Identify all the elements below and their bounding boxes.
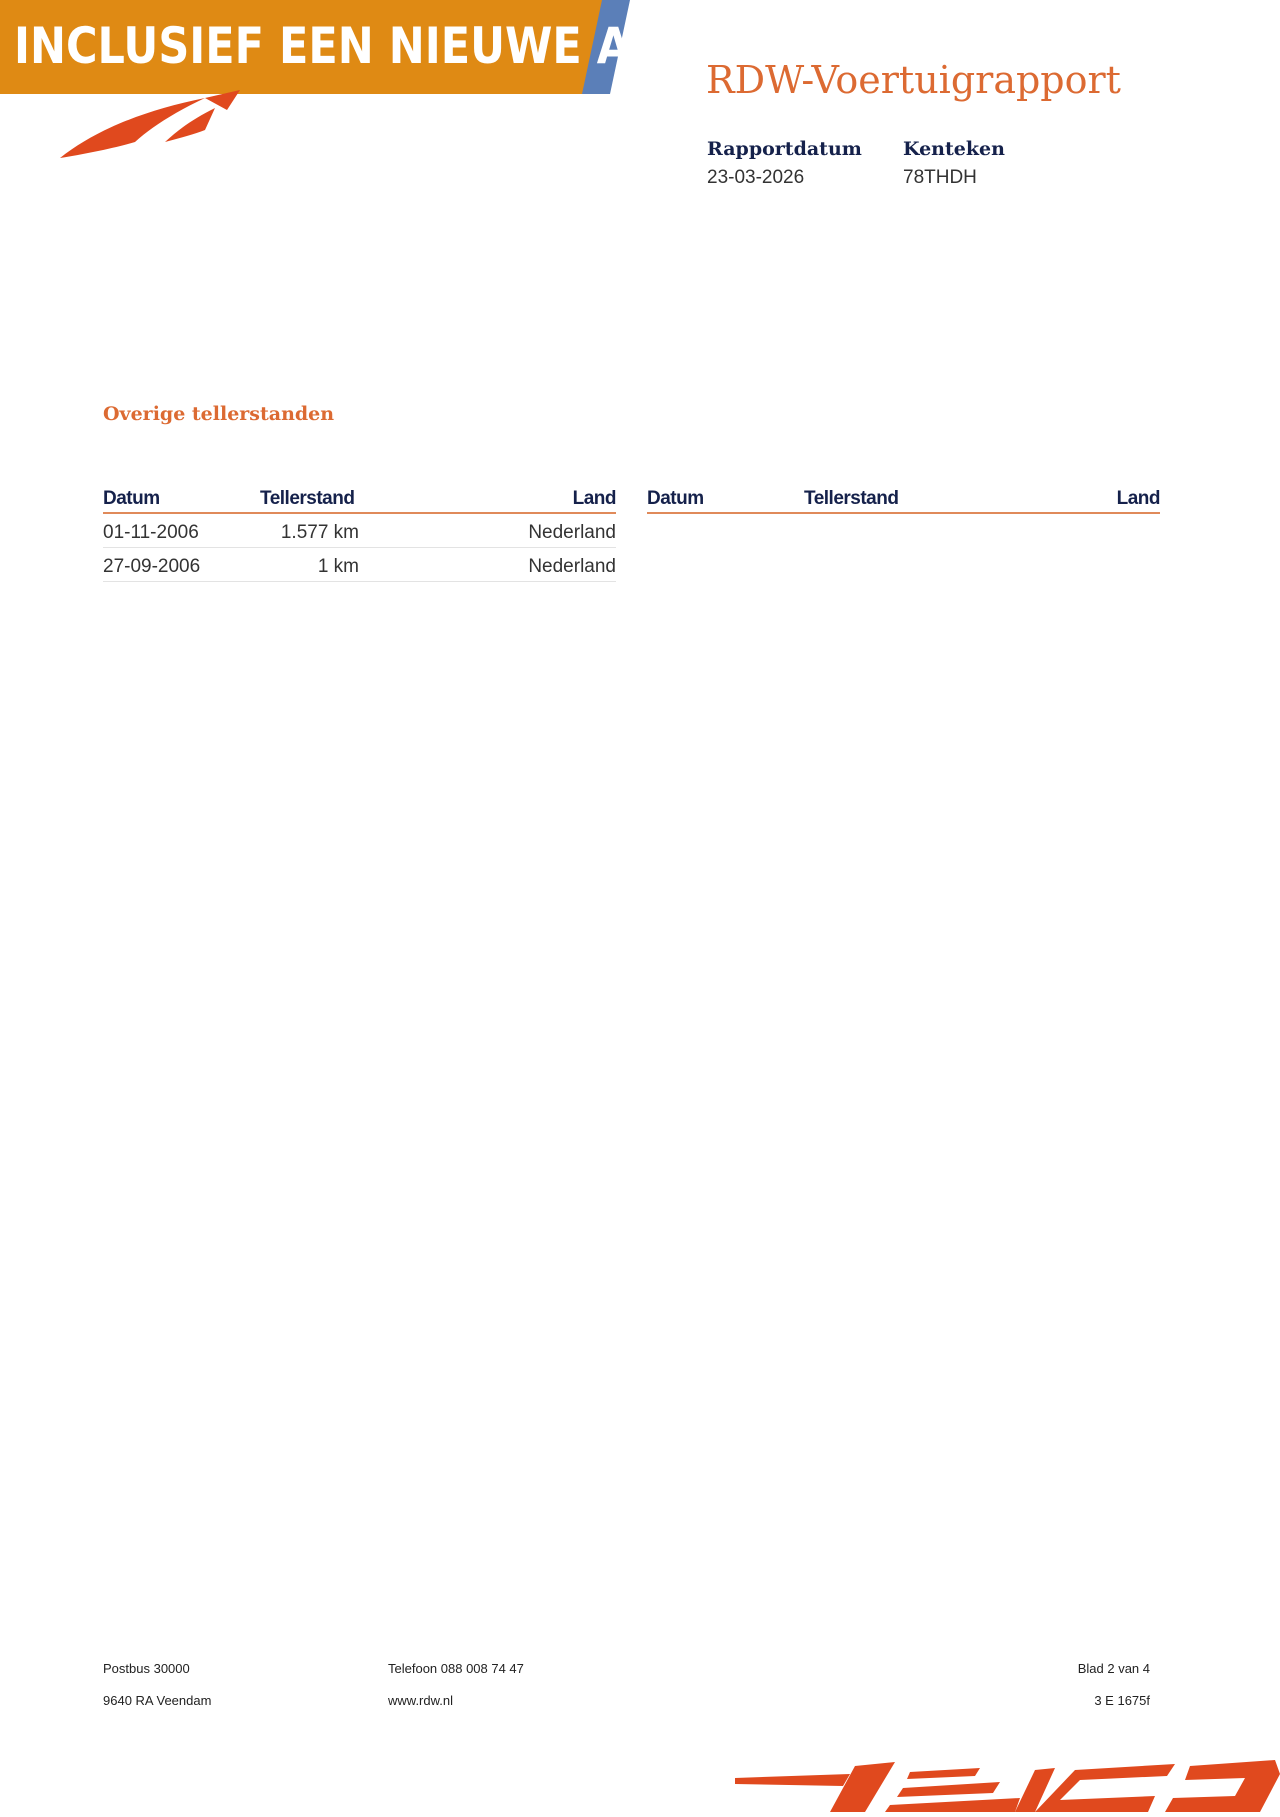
decorative-stripes [735,1760,1280,1817]
cell-odometer: 1 km [317,556,359,577]
table-header [647,486,1160,514]
report-title: RDW-Voertuigrapport [706,58,1121,102]
cell-odometer: 1.577 km [280,522,359,543]
cell-date: 01-11-2006 [103,522,199,543]
footer-phone: Telefoon 088 008 74 47 [388,1661,524,1676]
footer-website: www.rdw.nl [388,1693,454,1708]
header-date: Datum [647,488,704,509]
section-title: Overige tellerstanden [103,403,335,425]
promo-banner-text: INCLUSIEF EEN NIEUWE APK [14,17,695,75]
table-header [103,486,616,514]
plate-label: Kenteken [903,138,1005,160]
header-odometer: Tellerstand [804,488,899,509]
table-row [103,548,616,582]
header-country: Land [572,488,616,509]
report-date-value: 23-03-2026 [707,167,805,188]
footer-address-line2: 9640 RA Veendam [103,1693,212,1708]
footer-document-code: 3 E 1675f [1094,1693,1150,1708]
header-odometer: Tellerstand [260,488,355,509]
footer-address-line1: Postbus 30000 [103,1661,190,1676]
footer-page-number: Blad 2 van 4 [1077,1661,1150,1676]
rdw-logo [55,90,245,170]
table-row [103,514,616,548]
plate-value: 78THDH [903,167,977,188]
cell-country: Nederland [528,556,616,577]
header-country: Land [1116,488,1160,509]
cell-date: 27-09-2006 [103,556,201,577]
promo-banner [0,0,695,94]
odometer-table-left [103,486,616,582]
cell-country: Nederland [528,522,616,543]
header-date: Datum [103,488,160,509]
report-date-label: Rapportdatum [707,138,862,160]
odometer-table-right [647,486,1160,514]
